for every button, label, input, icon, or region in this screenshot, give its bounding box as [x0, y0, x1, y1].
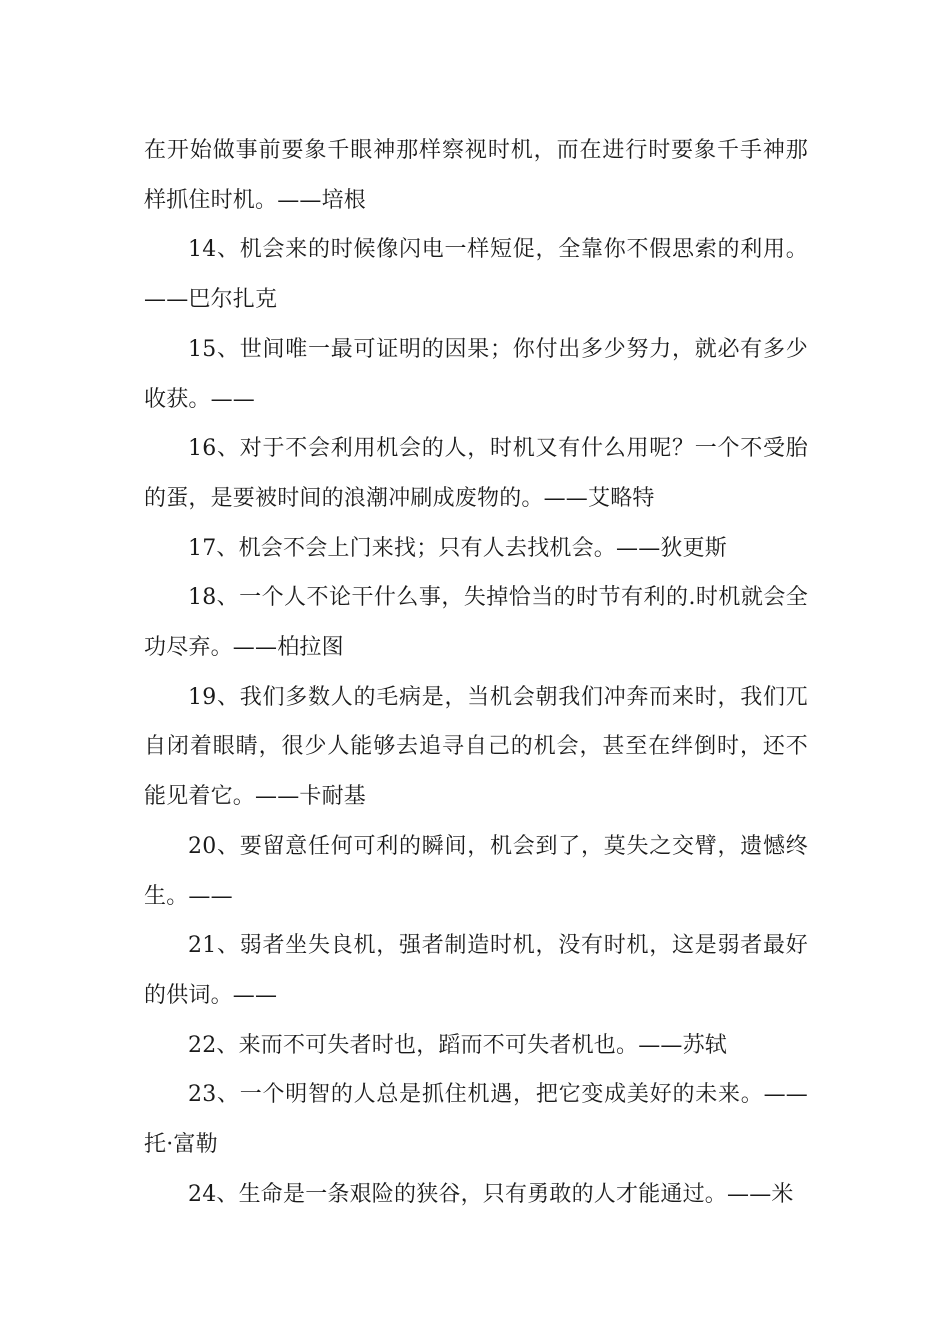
quote-text-block	[144, 126, 808, 1219]
paragraph-continuation: 在开始做事前要象千眼神那样察视时机，而在进行时要象千手神那样抓住时机。——培根	[144, 138, 808, 213]
paragraph-quote-18: 18、一个人不论干什么事，失掉恰当的时节有利的.时机就会全功尽弃。——柏拉图	[144, 585, 808, 661]
paragraph-quote-24: 24、生命是一条艰险的狭谷，只有勇敢的人才能通过。——米	[188, 1181, 794, 1207]
paragraph-quote-14: 14、机会来的时候像闪电一样短促，全靠你不假思索的利用。——巴尔扎克	[144, 237, 808, 313]
paragraph-quote-20: 20、要留意任何可利的瞬间，机会到了，莫失之交臂，遗憾终生。——	[144, 833, 808, 909]
paragraph-quote-22: 22、来而不可失者时也，蹈而不可失者机也。——苏轼	[188, 1032, 727, 1058]
paragraph-quote-19: 19、我们多数人的毛病是，当机会朝我们冲奔而来时，我们兀自闭着眼睛，很少人能够去追寻自己的机会，甚至在绊倒时，还不能见着它。——卡耐基	[144, 684, 808, 810]
paragraph-quote-21: 21、弱者坐失良机，强者制造时机，没有时机，这是弱者最好的供词。——	[144, 933, 808, 1008]
paragraph-quote-17: 17、机会不会上门来找；只有人去找机会。——狄更斯	[188, 535, 727, 561]
paragraph-quote-16: 16、对于不会利用机会的人，时机又有什么用呢？一个不受胎的蛋，是要被时间的浪潮冲刷成废物的。——艾略特	[144, 436, 808, 511]
paragraph-quote-15: 15、世间唯一最可证明的因果；你付出多少努力，就必有多少收获。——	[144, 336, 808, 412]
paragraph-quote-23: 23、一个明智的人总是抓住机遇，把它变成美好的未来。——托·富勒	[144, 1082, 808, 1158]
